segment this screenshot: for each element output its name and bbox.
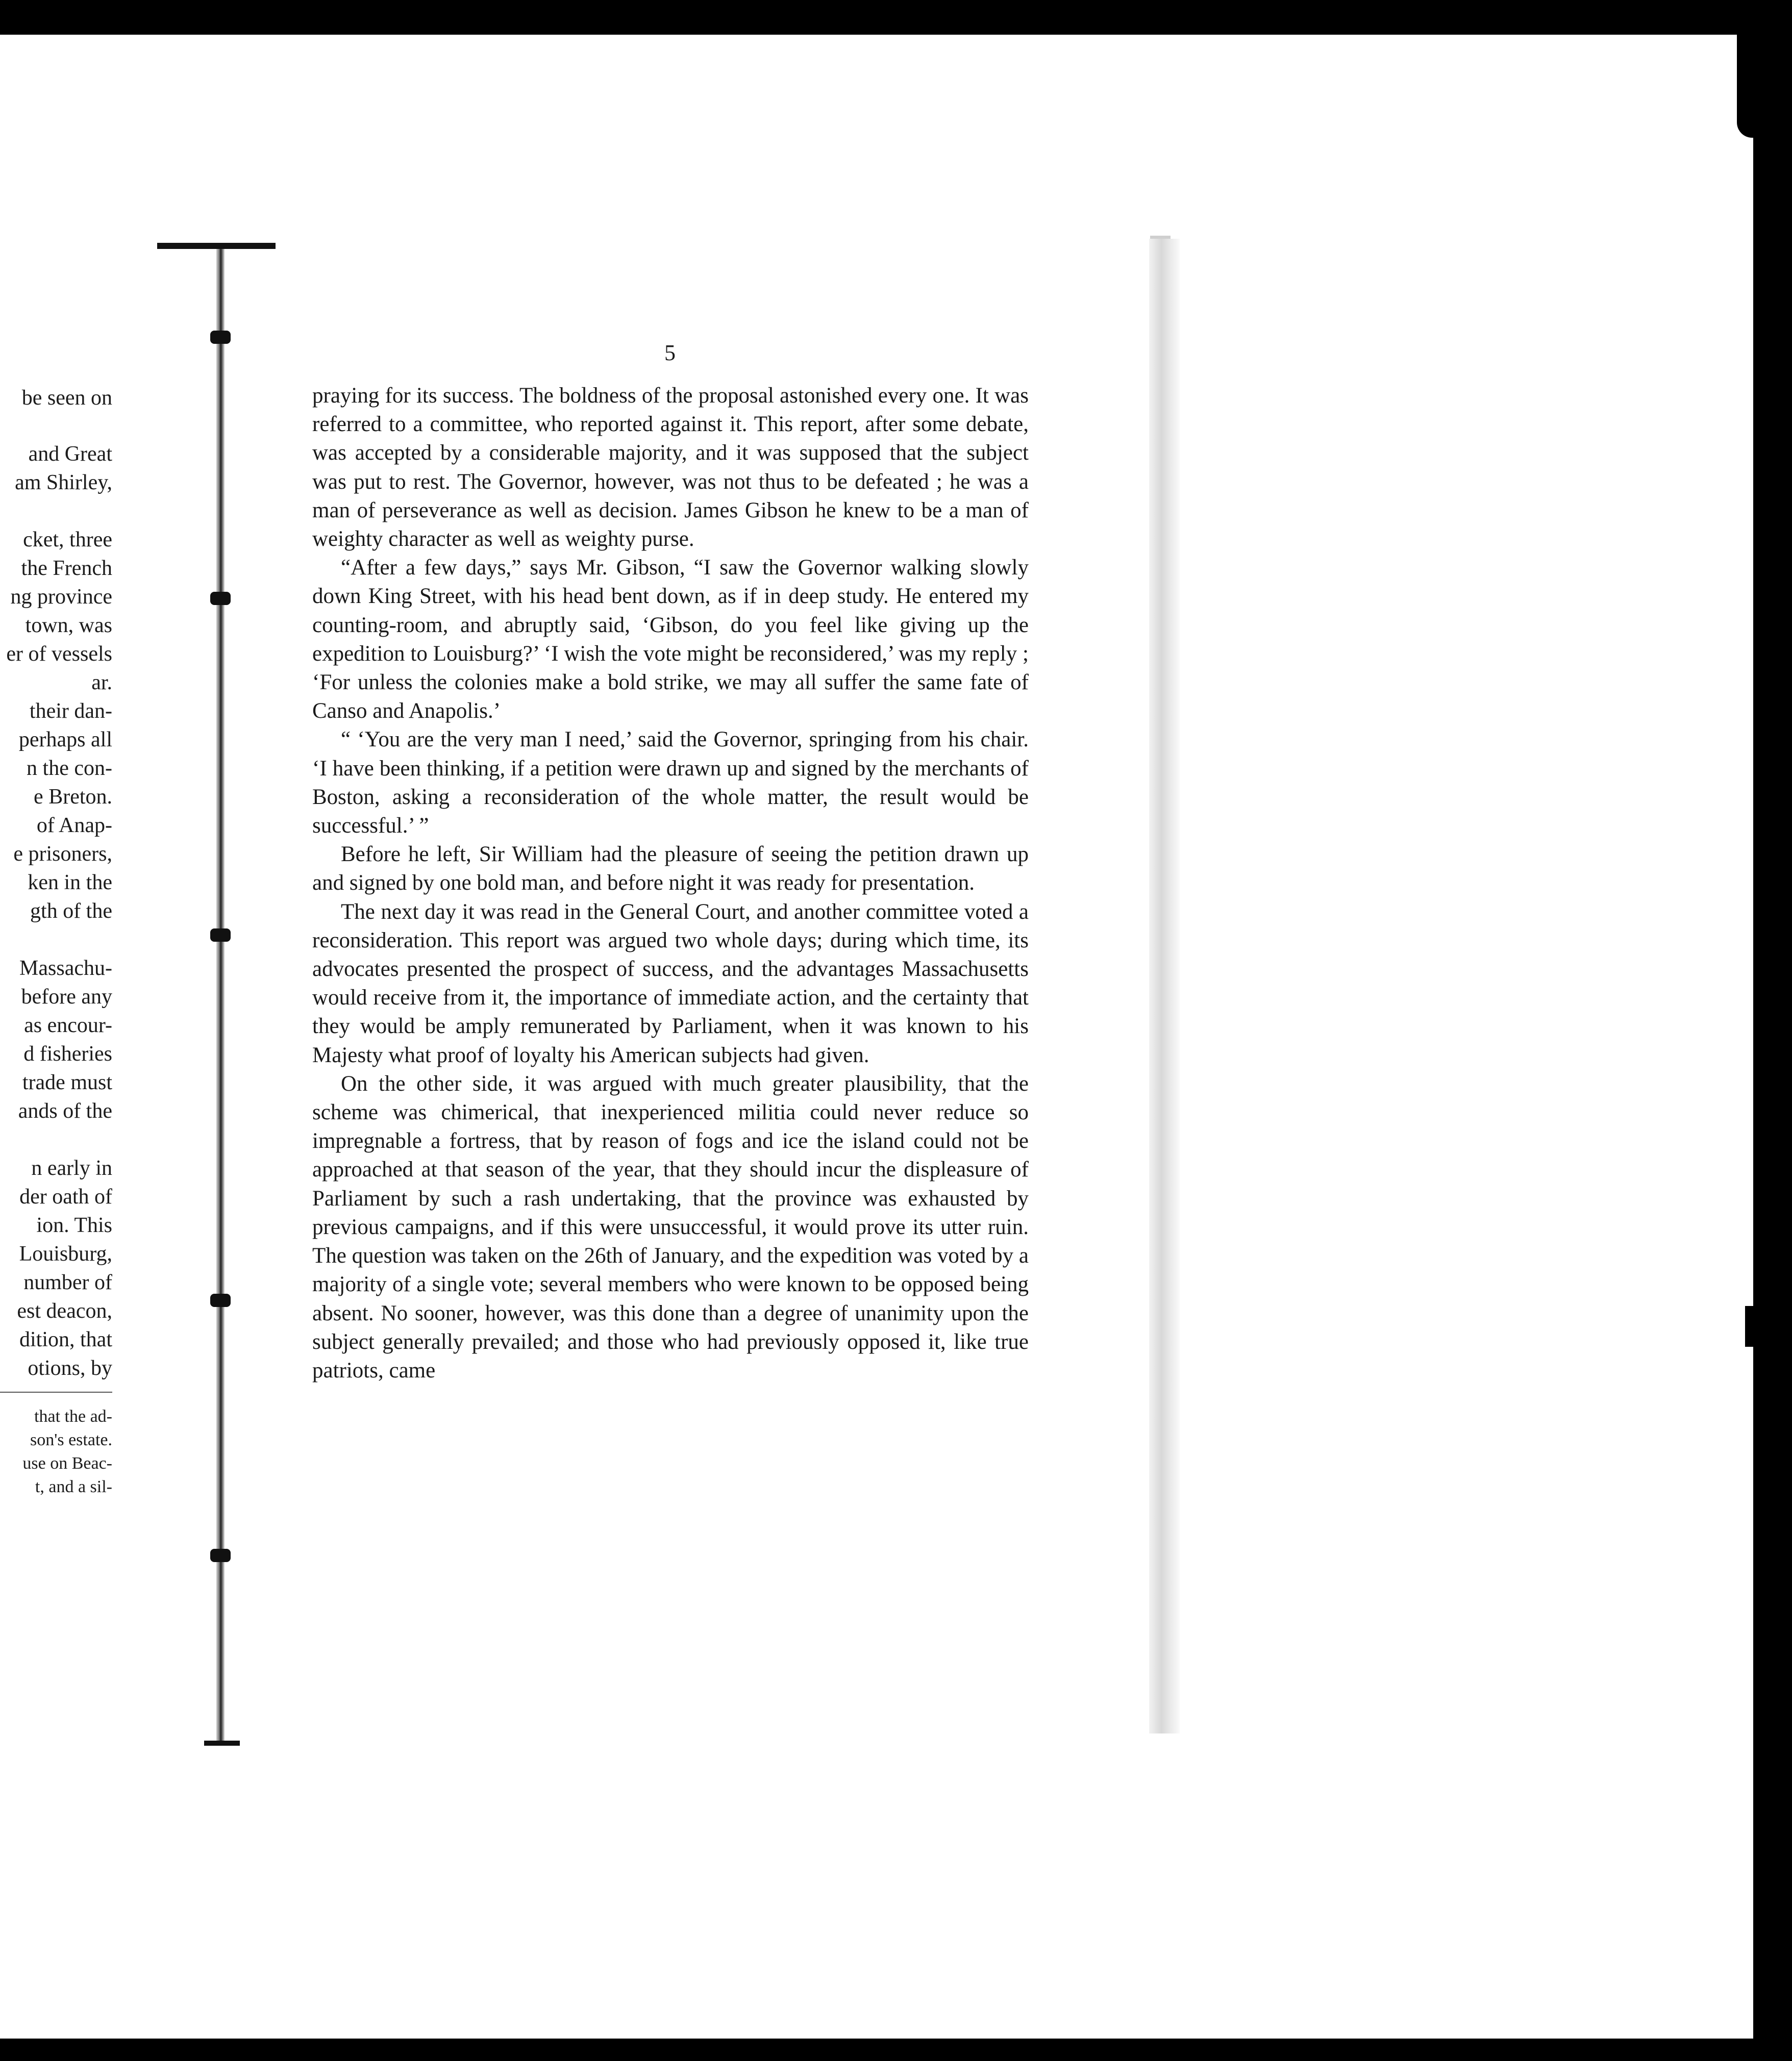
- paragraph: Before he left, Sir William had the pleasure of seeing the petition drawn up and signed by one bold man, and before night it was ready for presentation.: [312, 842, 1029, 895]
- paragraph: On the other side, it was argued with much greater plausibility, that the scheme was chimerical, that inexperienced militia could never reduce so impregnable a fortress, that by reason of fogs and ice the island could not be approached at that season of the year, that they should incur the displeasure of Parliament by such a rash undertaking, that the province was exhausted by previous campaigns, and if this were unsuccessful, it would prove its utter ruin. The question was taken on the 26th of January, and the expedition was voted by a majority of a single vote; several members who were known to be opposed being absent. No sooner, however, was this done than a degree of unanimity upon the subject generally prevailed; and those who had previously opposed it, like true patriots, came: [312, 1071, 1029, 1383]
- left-line: e Breton.: [34, 785, 112, 809]
- left-line: before any: [21, 985, 112, 1009]
- footnote-rule: [0, 1392, 112, 1393]
- left-line: ion. This: [36, 1214, 112, 1237]
- left-line: e prisoners,: [13, 842, 112, 866]
- page-body: [312, 382, 1029, 1385]
- page-number: 5: [664, 340, 676, 365]
- left-line: der oath of: [19, 1185, 112, 1209]
- paragraph: “ ‘You are the very man I need,’ said the Governor, springing from his chair. ‘I have been thinking, if a petition were drawn up and signed by the merchants of Boston, asking a reconsideration of the whole matter, the result would be successful.’ ”: [312, 727, 1029, 838]
- left-line: of Anap-: [36, 814, 112, 837]
- left-line: ng province: [10, 585, 112, 609]
- left-line: n early in: [31, 1157, 112, 1180]
- left-line: d fisheries: [23, 1042, 112, 1066]
- left-line: am Shirley,: [15, 471, 112, 494]
- left-line: gth of the: [30, 899, 112, 923]
- paragraph: The next day it was read in the General Court, and another committee voted a reconsideration. This report was argued two whole days; during which time, its advocates presented the prospect of success, and the advantages Massachusetts would receive from it, the importance of immediate action, and the certainty that they would be amply remunerated by Parliament, when it was known to his Majesty what proof of loyalty his American subjects had given.: [312, 899, 1029, 1067]
- left-line: otions, by: [28, 1356, 112, 1380]
- left-line: er of vessels: [6, 642, 112, 666]
- paragraph: “After a few days,” says Mr. Gibson, “I saw the Governor walking slowly down King Street, with his head bent down, as if in deep study. He entered my counting-room, and abruptly said, ‘Gibson, do you feel like giving up the expedition to Louisburg?’ ‘I wish the vote might be reconsidered,’ was my reply ; ‘For unless the colonies make a bold strike, we may all suffer the same fate of Canso and Anapolis.’: [312, 556, 1029, 723]
- left-line: be seen on: [21, 386, 112, 410]
- left-line: and Great: [28, 442, 112, 466]
- left-line: dition, that: [19, 1328, 112, 1351]
- left-line: ken in the: [28, 871, 112, 894]
- left-line: their dan-: [29, 699, 112, 723]
- left-line: n the con-: [27, 757, 112, 780]
- left-line: number of: [23, 1271, 112, 1294]
- left-footnote-line: that the ad-: [34, 1407, 112, 1426]
- left-line: trade must: [22, 1071, 112, 1094]
- left-line: Louisburg,: [19, 1242, 112, 1266]
- left-footnote-line: use on Beac-: [22, 1454, 112, 1473]
- left-line: ar.: [91, 671, 112, 694]
- left-line: perhaps all: [18, 728, 112, 751]
- left-line: est deacon,: [17, 1299, 112, 1323]
- left-footnote-line: son's estate.: [30, 1430, 112, 1449]
- left-line: town, was: [25, 614, 112, 637]
- left-line: cket, three: [23, 528, 112, 551]
- left-line: Massachu-: [19, 957, 112, 980]
- left-footnote-line: t, and a sil-: [35, 1477, 112, 1496]
- left-line: as encour-: [24, 1014, 112, 1037]
- left-line: the French: [21, 557, 112, 580]
- paragraph: praying for its success. The boldness of the proposal astonished every one. It was referred to a committee, who reported against it. This report, after some debate, was accepted by a considerable majority, and it was supposed that the subject was put to rest. The Governor, however, was not thus to be defeated ; he was a man of perseverance as well as decision. James Gibson he knew to be a man of weighty character as well as weighty purse.: [312, 384, 1029, 551]
- left-line: ands of the: [18, 1099, 112, 1123]
